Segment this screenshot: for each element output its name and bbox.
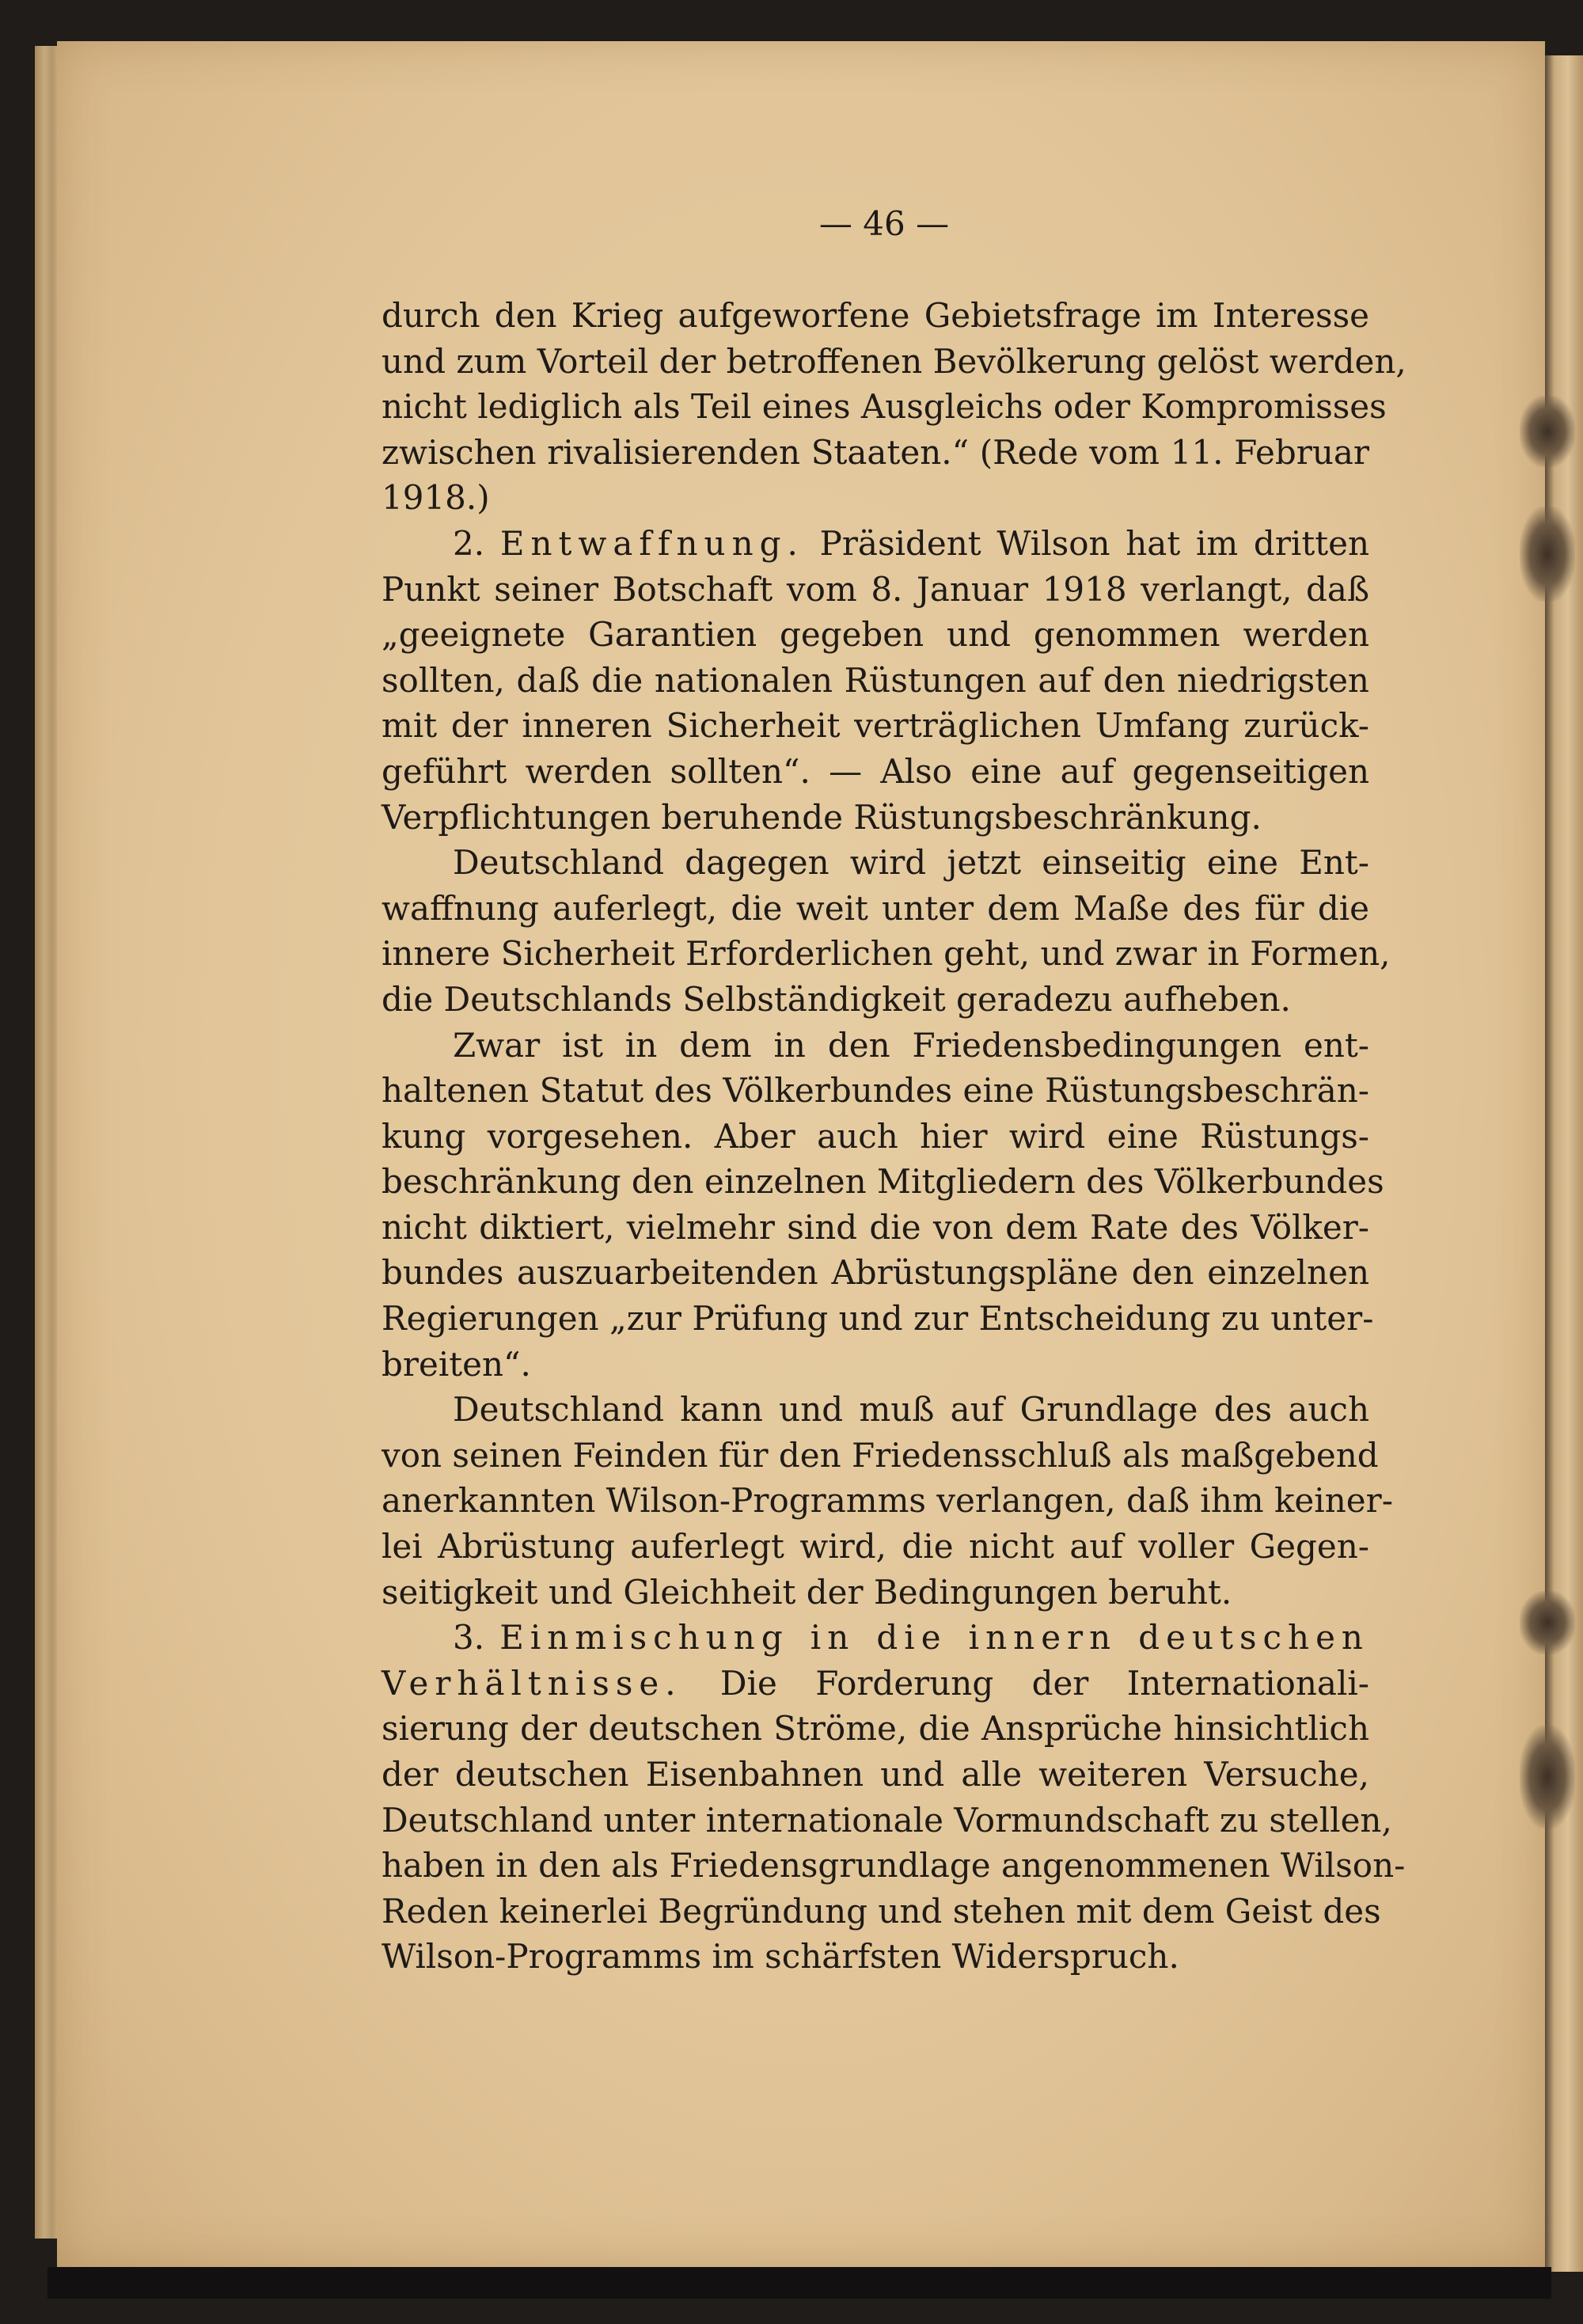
- paragraph: [382, 840, 1391, 1022]
- text-line: sollten, daß die nationalen Rüstungen auf den niedrigsten: [382, 660, 1369, 700]
- text-line: Zwar ist in dem in den Friedensbedingungen ent-: [453, 1025, 1369, 1065]
- text-line: die Deutschlands Selbständigkeit geradezu aufheben.: [382, 979, 1291, 1019]
- text-line: bundes auszuarbeitenden Abrüstungspläne den einzelnen: [382, 1253, 1369, 1293]
- text-line: waffnung auferlegt, die weit unter dem Maße des für die: [382, 888, 1369, 928]
- text-fragment: Präsident Wilson hat im dritten: [803, 523, 1369, 563]
- text-line: Deutschland kann und muß auf Grundlage des auch: [453, 1390, 1369, 1430]
- text-line: [382, 1661, 1369, 1707]
- text-line: haben in den als Friedensgrundlage angenommenen Wilson-: [382, 1846, 1406, 1885]
- text-line: von seinen Feinden für den Friedensschluß als maßgebend: [382, 1435, 1379, 1475]
- text-line: Punkt seiner Botschaft vom 8. Januar 1918 verlangt, daß: [382, 569, 1369, 609]
- text-line: zwischen rivalisierenden Staaten.“ (Rede vom 11. Februar: [382, 432, 1369, 472]
- text-line: kung vorgesehen. Aber auch hier wird eine Rüstungs-: [382, 1116, 1369, 1156]
- section-entwaffnung: [382, 521, 1369, 840]
- text-line: und zum Vorteil der betroffenen Bevölkerung gelöst werden,: [382, 341, 1406, 381]
- page-text: [382, 293, 1406, 1980]
- text-line: seitigkeit und Gleichheit der Bedingungen beruht.: [382, 1572, 1232, 1612]
- text-line: durch den Krieg aufgeworfene Gebietsfrage im Interesse: [382, 296, 1369, 335]
- page-bottom-shadow: [47, 2267, 1551, 2299]
- text-line: Regierungen „zur Prüfung und zur Entscheidung zu unter-: [382, 1299, 1374, 1339]
- text-line: [382, 521, 1369, 567]
- section-einmischung: [382, 1615, 1406, 1980]
- text-line: 1918.): [382, 478, 490, 518]
- binding-thread-mark: [1520, 507, 1575, 602]
- text-line: nicht lediglich als Teil eines Ausgleichs oder Kompromisses: [382, 387, 1387, 427]
- text-line: Reden keinerlei Begründung und stehen mit dem Geist des: [382, 1891, 1381, 1931]
- text-line: der deutschen Eisenbahnen und alle weiteren Versuche,: [382, 1755, 1369, 1794]
- text-line: innere Sicherheit Erforderlichen geht, und zwar in Formen,: [382, 934, 1391, 974]
- section-number: 2.: [453, 523, 485, 563]
- text-line: beschränkung den einzelnen Mitgliedern des Völkerbundes: [382, 1162, 1384, 1202]
- binding-thread-mark: [1520, 1591, 1575, 1654]
- section-number: 3.: [453, 1618, 485, 1658]
- text-line: nicht diktiert, vielmehr sind die von dem Rate des Völker-: [382, 1207, 1369, 1247]
- text-line: Wilson-Programms im schärfsten Widerspruch.: [382, 1937, 1179, 1977]
- section-heading: Entwaffnung.: [499, 523, 804, 563]
- text-line: Verpflichtungen beruhende Rüstungsbeschränkung.: [382, 797, 1262, 837]
- text-line: mit der inneren Sicherheit verträglichen Umfang zurück-: [382, 706, 1369, 746]
- paragraph: [382, 1023, 1384, 1388]
- text-line: sierung der deutschen Ströme, die Ansprüche hinsichtlich: [382, 1709, 1369, 1749]
- paragraph: [382, 1387, 1393, 1615]
- page-number: — 46 —: [818, 204, 950, 243]
- binding-thread-mark: [1520, 1726, 1575, 1828]
- section-heading: Verhältnisse.: [382, 1663, 682, 1703]
- text-line: breiten“.: [382, 1344, 531, 1384]
- text-line: anerkannten Wilson-Programms verlangen, daß ihm keiner-: [382, 1481, 1393, 1521]
- text-line: Deutschland unter internationale Vormundschaft zu stellen,: [382, 1800, 1392, 1840]
- text-fragment: Die Forderung der Internationali-: [681, 1663, 1369, 1703]
- paragraph-continuation: [382, 293, 1406, 521]
- book-binding-edge: [1545, 55, 1583, 2272]
- binding-thread-mark: [1520, 396, 1575, 467]
- text-line: [382, 1615, 1369, 1661]
- text-line: haltenen Statut des Völkerbundes eine Rüstungsbeschrän-: [382, 1071, 1369, 1111]
- text-line: lei Abrüstung auferlegt wird, die nicht auf voller Gegen-: [382, 1527, 1369, 1566]
- text-line: Deutschland dagegen wird jetzt einseitig eine Ent-: [453, 843, 1369, 883]
- text-line: „geeignete Garantien gegeben und genommen werden: [382, 615, 1369, 655]
- section-heading: Einmischung in die innern deutschen: [499, 1618, 1369, 1658]
- text-line: geführt werden sollten“. — Also eine auf gegenseitigen: [382, 751, 1369, 791]
